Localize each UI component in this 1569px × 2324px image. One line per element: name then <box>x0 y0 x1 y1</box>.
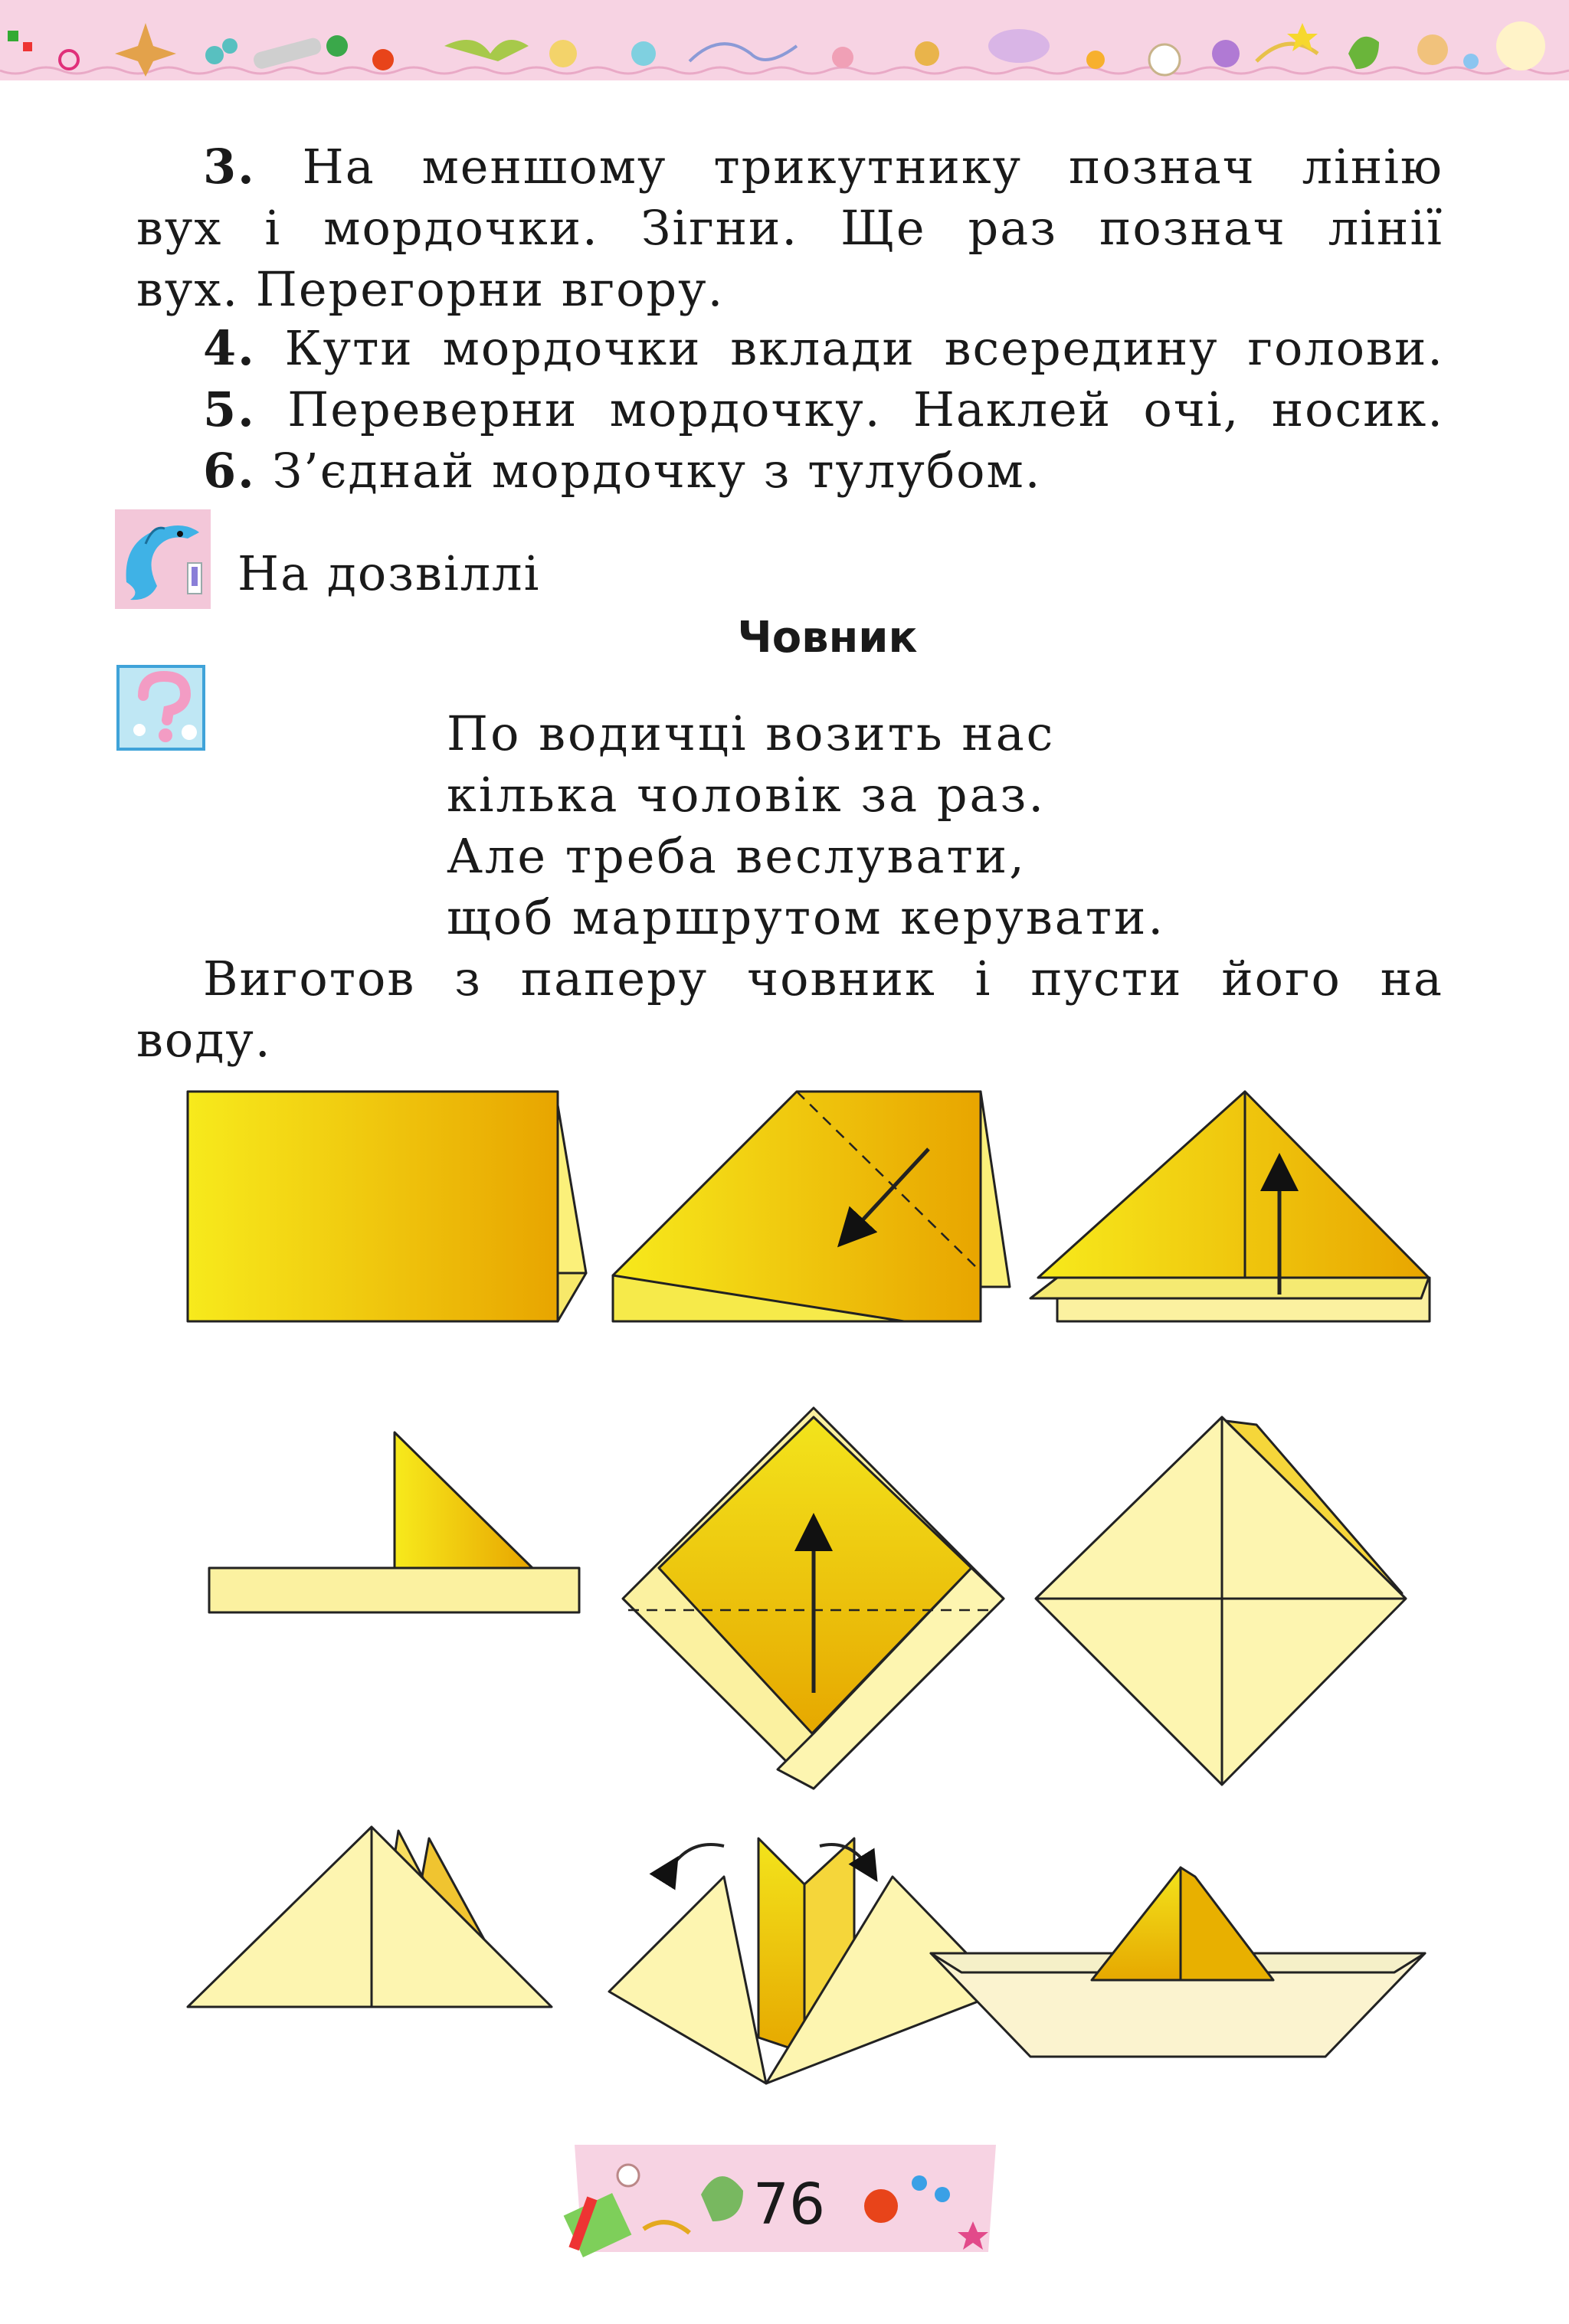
step-3-text-1: На меншому трикутнику познач лінію <box>302 139 1443 195</box>
step-5-diagram <box>623 1408 1004 1789</box>
riddle-line-1: По водичці возить нас <box>447 705 1056 761</box>
step-3-paragraph <box>136 136 1443 320</box>
riddle-title: Човник <box>737 613 918 663</box>
dolphin-icon <box>115 509 211 609</box>
task-line-1: Виготов з паперу човник і пусти його на <box>203 951 1443 1007</box>
step-5-line <box>203 381 1444 437</box>
boat-folding-diagrams <box>0 1072 1569 2106</box>
step-3-line-1 <box>136 136 1443 198</box>
page-number: 76 <box>752 2172 826 2237</box>
riddle-poem <box>447 703 1165 948</box>
task-paragraph <box>136 948 1443 1071</box>
step-2-diagram <box>613 1092 1010 1321</box>
step-6-text: З’єднай мордочку з тулубом. <box>272 443 1042 499</box>
task-line-2: воду. <box>136 1012 272 1068</box>
question-mark-icon <box>116 665 205 751</box>
step-4-number: 4. <box>203 320 256 376</box>
step-6-diagram <box>1036 1417 1406 1785</box>
step-7-diagram <box>188 1827 552 2007</box>
step-9-diagram <box>931 1867 1425 2057</box>
step-3-line-3: вух. Перегорни вгору. <box>136 261 725 317</box>
leisure-label: На дозвіллі <box>237 545 541 601</box>
step-5-number: 5. <box>203 381 256 437</box>
step-1-diagram <box>188 1092 586 1321</box>
step-3-line-2: вух і мордочки. Зігни. Ще раз познач лінії <box>136 200 1443 256</box>
riddle-line-4: щоб маршрутом керувати. <box>447 889 1166 945</box>
step-6-number: 6. <box>203 443 256 499</box>
top-decorative-border <box>0 0 1569 80</box>
riddle-line-3: Але треба веслувати, <box>447 828 1027 884</box>
step-3-number: 3. <box>203 139 256 195</box>
step-6-line <box>203 443 1041 499</box>
riddle-line-2: кілька чоловік за раз. <box>447 767 1047 823</box>
step-3-diagram <box>1030 1092 1430 1321</box>
step-4-text: Кути мордочки вклади всередину голови. <box>284 320 1444 376</box>
step-4-line <box>203 320 1444 376</box>
step-4-diagram <box>209 1432 579 1612</box>
step-5-text: Переверни мордочку. Наклей очі, носик. <box>287 381 1444 437</box>
